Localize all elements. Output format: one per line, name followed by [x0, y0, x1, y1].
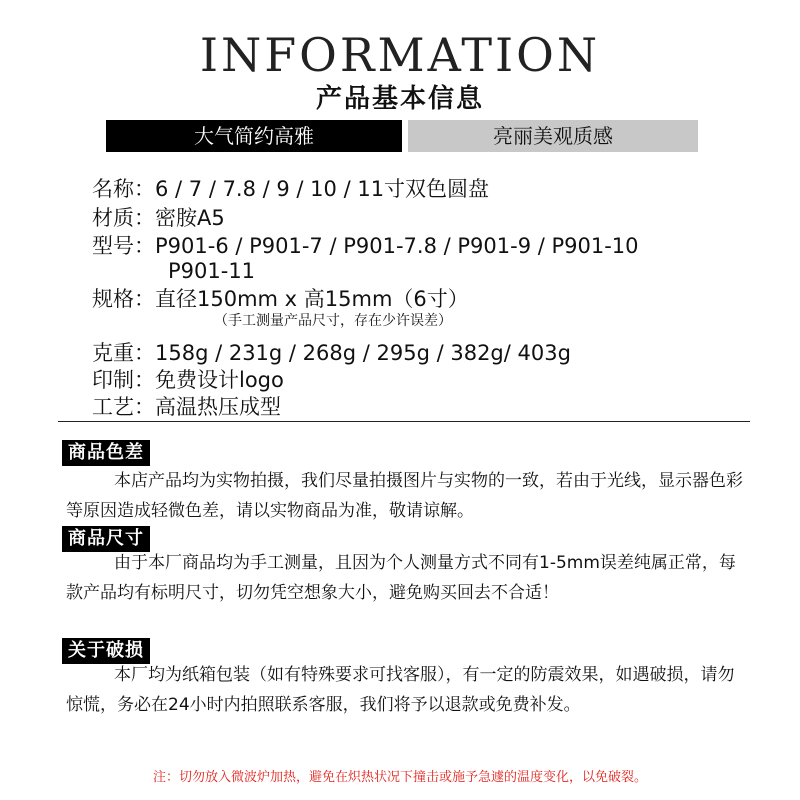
section-body: 本厂均为纸箱包装（如有特殊要求可找客服），有一定的防震效果，如遇破损，请勿惊慌，务必在24小时内拍照联系客服，我们将予以退款或免费补发。 [66, 665, 735, 715]
spec-craft: 工艺：高温热压成型 [92, 395, 281, 419]
title-chinese: 产品基本信息 [315, 84, 484, 114]
section-label-damage: 关于破损 [62, 638, 150, 664]
spec-model: 型号：P901-6 / P901-7 / P901-7.8 / P901-9 / P901-10 [92, 234, 639, 258]
section-label-size: 商品尺寸 [62, 526, 150, 552]
spec-model-cont: P901-11 [168, 259, 256, 283]
section-label-color-diff: 商品色差 [62, 440, 150, 466]
tag-elegant: 大气简约高雅 [106, 120, 402, 152]
spec-size: 规格：直径150mm x 高15mm（6寸） [92, 287, 469, 311]
title-english: INFORMATION [199, 28, 601, 82]
spec-name: 名称：6 / 7 / 7.8 / 9 / 10 / 11寸双色圆盘 [92, 177, 490, 201]
section-body: 本店产品均为实物拍摄，我们尽量拍摄图片与实物的一致，若由于光线，显示器色彩等原因造成轻微色差，请以实物商品为准，敬请谅解。 [66, 471, 743, 521]
section-text-color-diff [66, 466, 750, 526]
spec-size-note: （手工测量产品尺寸，存在少许误差） [214, 313, 452, 329]
spec-print: 印制：免费设计logo [92, 368, 284, 392]
tag-quality: 亮丽美观质感 [408, 120, 698, 152]
footer-warning: 注：切勿放入微波炉加热，避免在炽热状况下撞击或施予急遽的温度变化，以免破裂。 [152, 770, 647, 785]
section-text-damage [66, 660, 750, 720]
section-text-size [66, 548, 750, 608]
divider [58, 421, 750, 422]
section-body: 由于本厂商品均为手工测量，且因为个人测量方式不同有1-5mm误差纯属正常，每款产品均有标明尺寸，切勿凭空想象大小，避免购买回去不合适！ [66, 553, 736, 603]
spec-material: 材质：密胺A5 [92, 206, 225, 230]
spec-weight: 克重：158g / 231g / 268g / 295g / 382g/ 403g [92, 341, 571, 365]
